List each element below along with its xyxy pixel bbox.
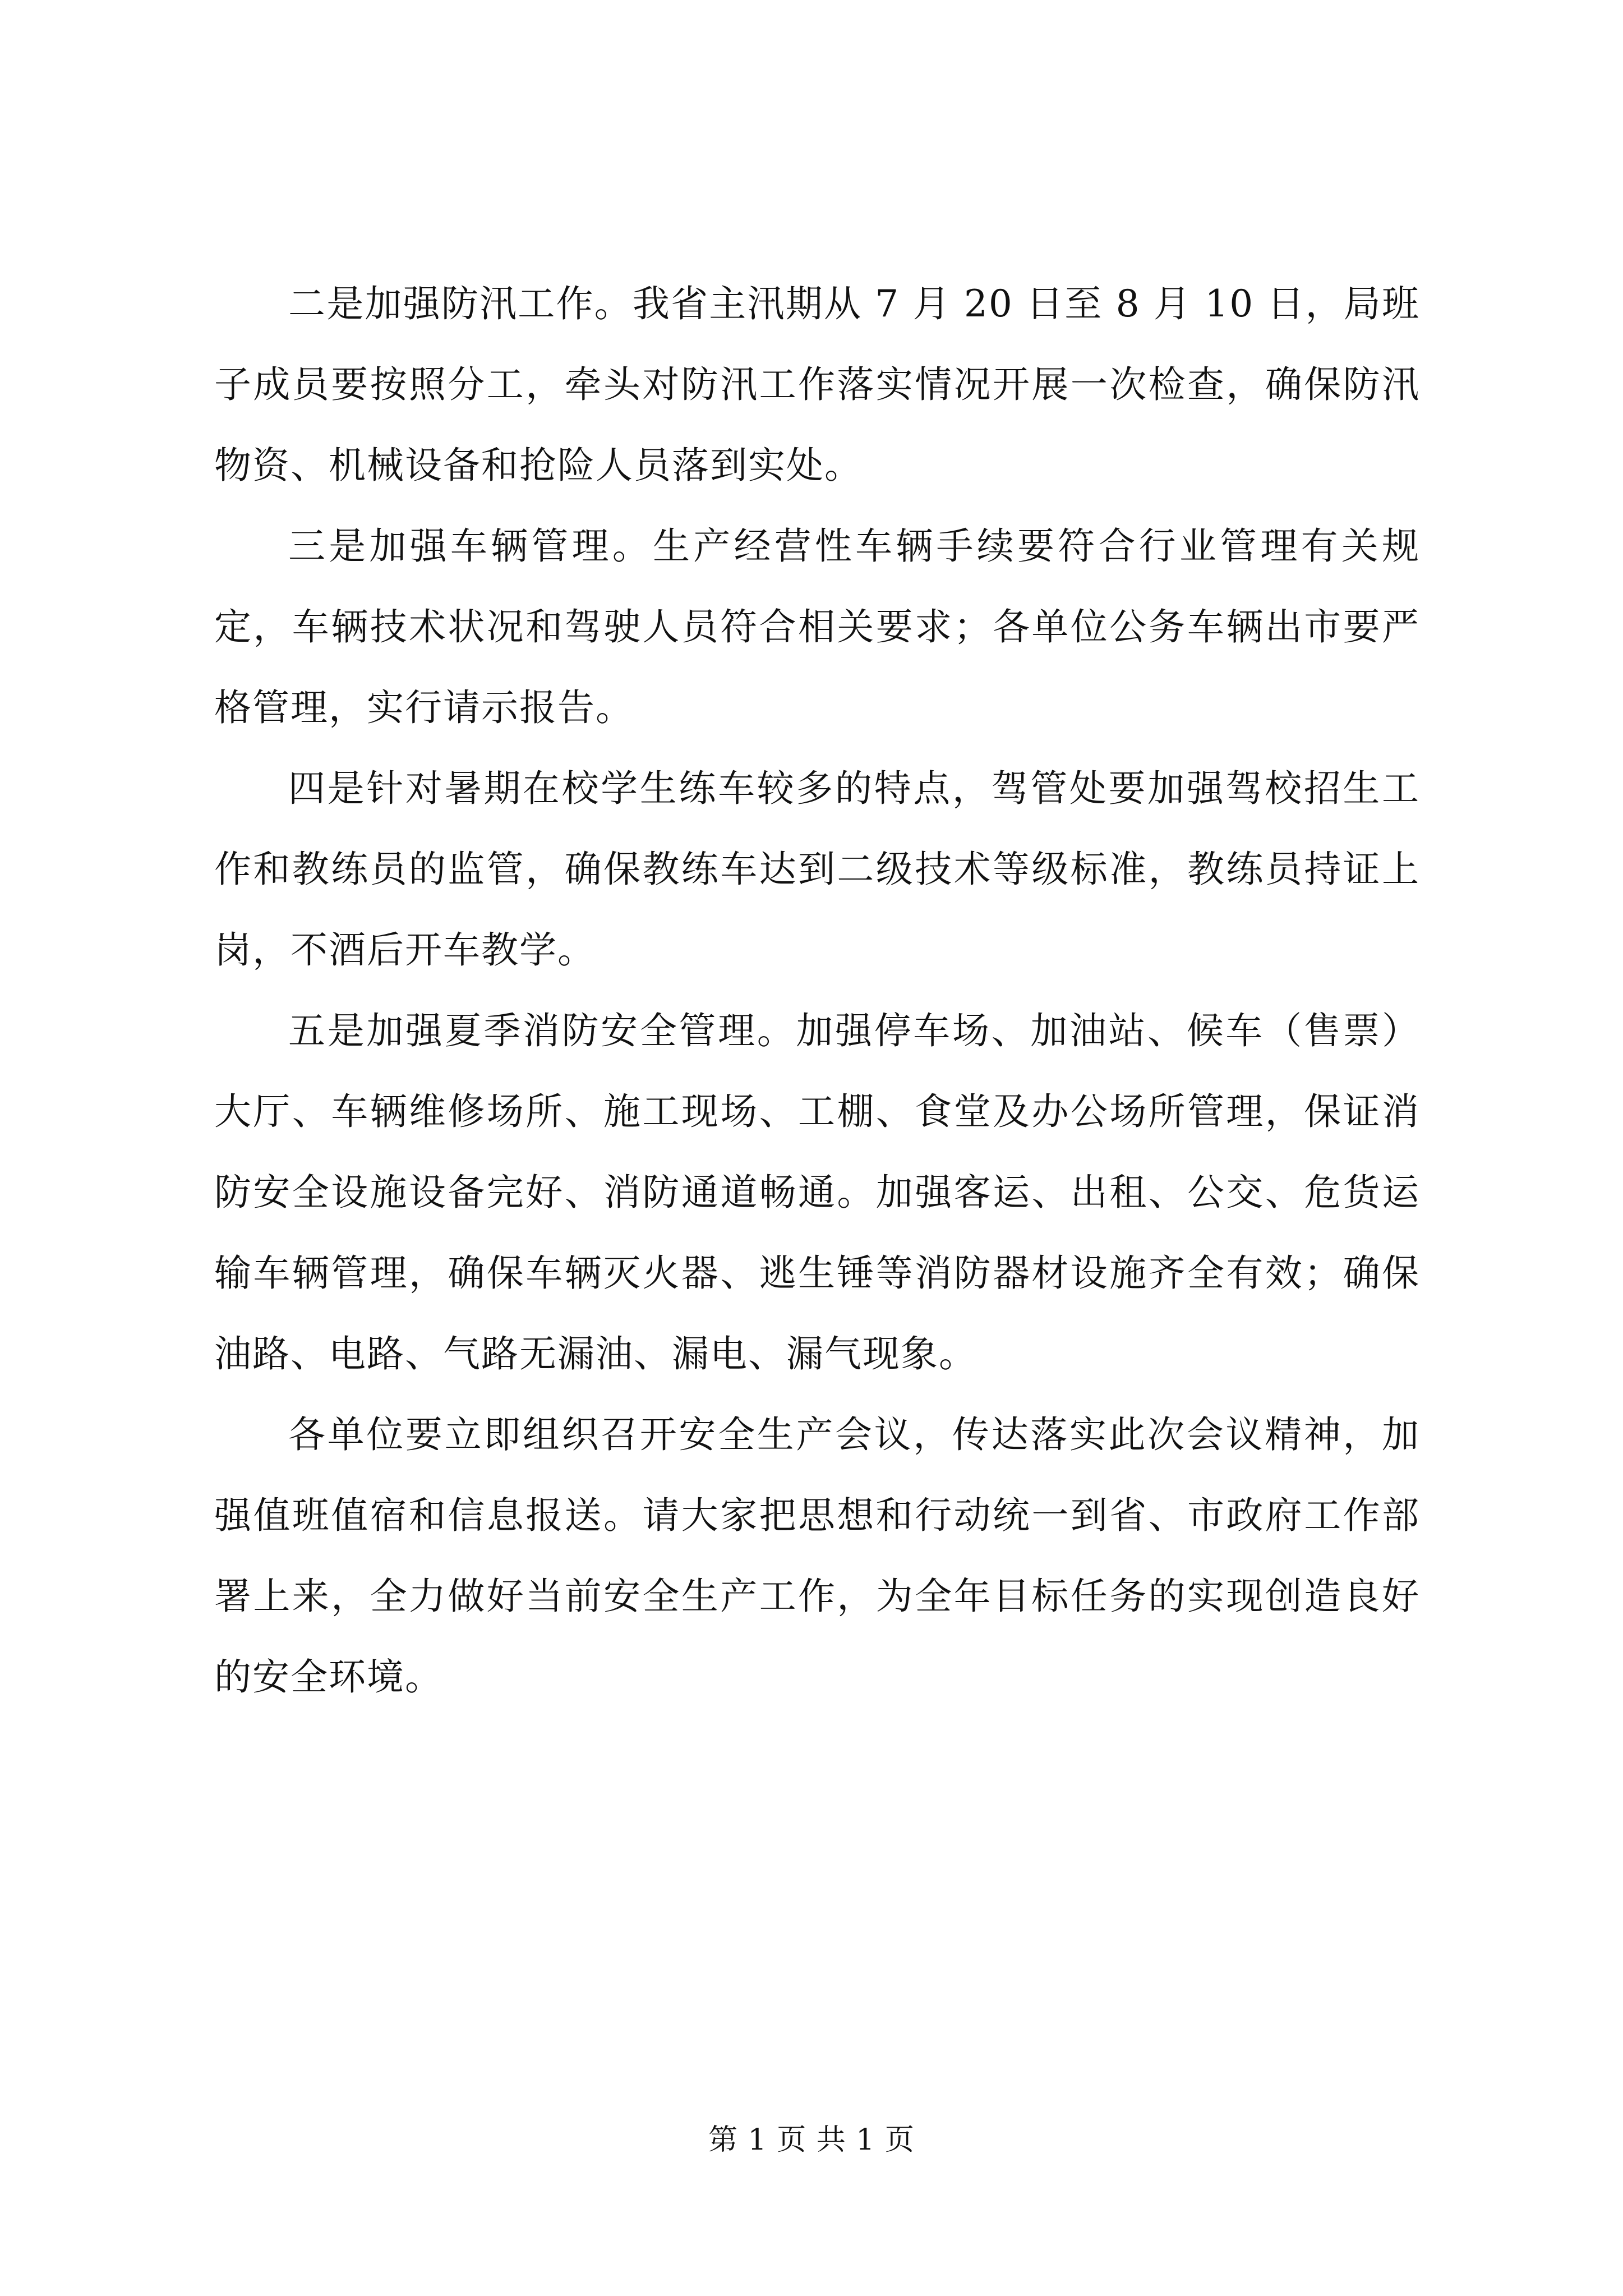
paragraph-vehicle-management: 三是加强车辆管理。生产经营性车辆手续要符合行业管理有关规定，车辆技术状况和驾驶人员符合相关要求；各单位公务车辆出市要严格管理，实行请示报告。 <box>214 524 1420 729</box>
paragraph-fire-safety: 五是加强夏季消防安全管理。加强停车场、加油站、候车（售票）大厅、车辆维修场所、施工现场、工棚、食堂及办公场所管理，保证消防安全设施设备完好、消防通道畅通。加强客运、出租、公交、危货运输车辆管理，确保车辆灭火器、逃生锤等消防器材设施齐全有效；确保油路、电路、气路无漏油、漏电、漏气现象。 <box>214 1009 1420 1375</box>
paragraph-flood-control: 二是加强防汛工作。我省主汛期从 7 月 20 日至 8 月 10 日，局班子成员要按照分工，牵头对防汛工作落实情况开展一次检查，确保防汛物资、机械设备和抢险人员落到实处。 <box>214 282 1420 487</box>
document-body <box>214 264 1420 1718</box>
page-number-footer: 第 1 页 共 1 页 <box>708 2123 915 2157</box>
paragraph-driving-school: 四是针对暑期在校学生练车较多的特点，驾管处要加强驾校招生工作和教练员的监管，确保教练车达到二级技术等级标准，教练员持证上岗，不酒后开车教学。 <box>214 767 1420 972</box>
paragraph-closing: 各单位要立即组织召开安全生产会议，传达落实此次会议精神，加强值班值宿和信息报送。请大家把思想和行动统一到省、市政府工作部署上来，全力做好当前安全生产工作，为全年目标任务的实现创造良好的安全环境。 <box>214 1413 1420 1699</box>
